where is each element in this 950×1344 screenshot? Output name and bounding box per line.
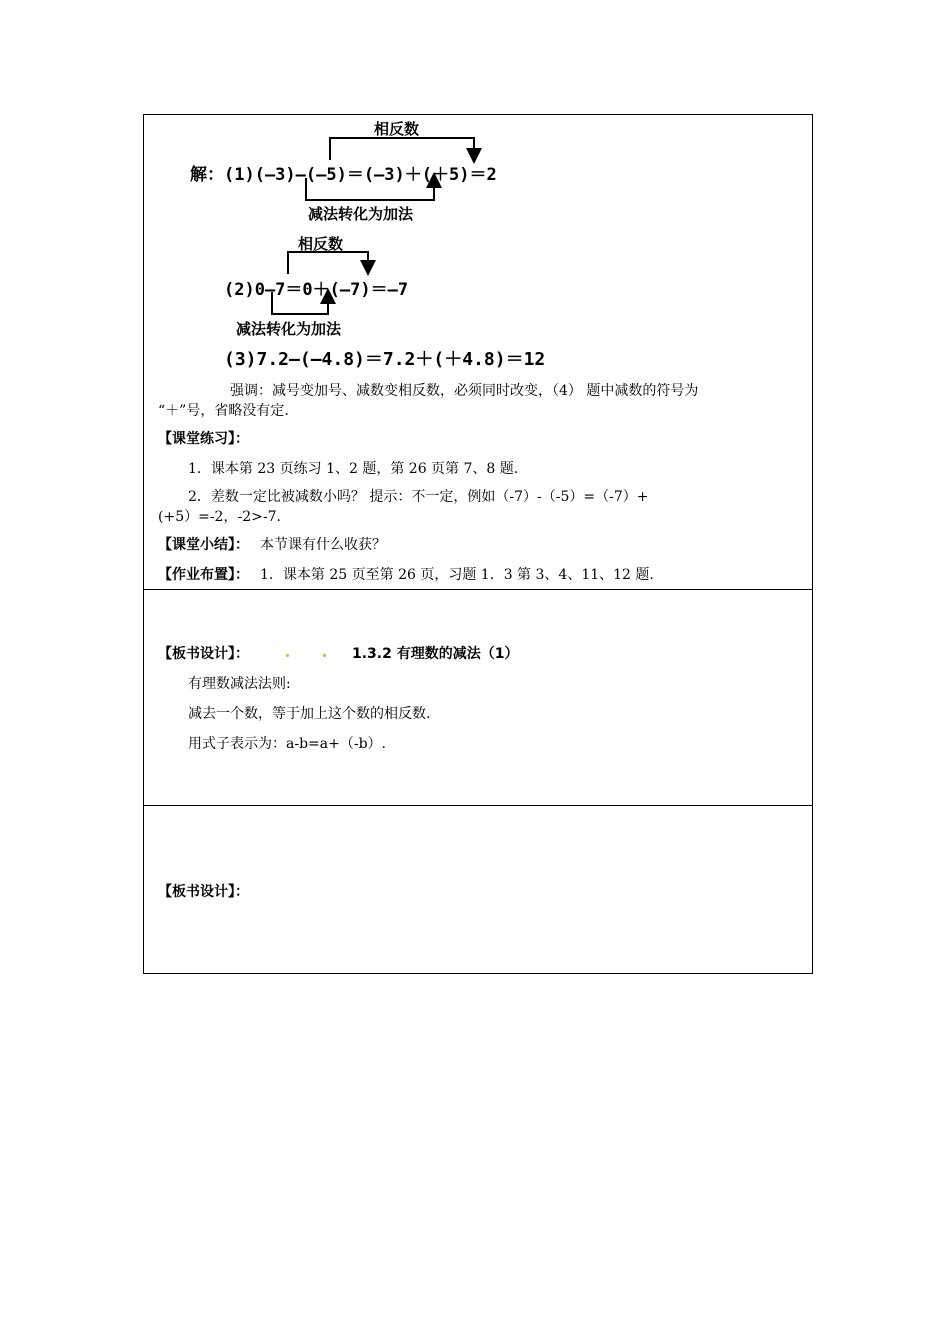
table-row-divider xyxy=(144,805,812,806)
rule-text: 减去一个数，等于加上这个数的相反数. xyxy=(188,706,431,722)
emphasis-line-2: “＋”号，省略没有定. xyxy=(158,403,289,419)
equation-2: (2)0—7＝0＋(—7)＝—7 xyxy=(224,280,409,300)
summary-heading: 【课堂小结】： xyxy=(158,537,249,553)
opposite-number-label: 相反数 xyxy=(374,120,420,138)
rule-title: 有理数减法法则: xyxy=(188,676,291,692)
practice-item-1: 1．课本第 23 页练习 1、2 题，第 26 页第 7、8 题. xyxy=(188,461,519,477)
decorative-dot xyxy=(323,654,326,657)
subtract-to-add-label: 减法转化为加法 xyxy=(236,320,342,338)
board-design-heading: 【板书设计】： xyxy=(158,646,249,662)
homework-heading: 【作业布置】： xyxy=(158,567,249,583)
homework-text: 1．课本第 25 页至第 26 页，习题 1．3 第 3、4、11、12 题. xyxy=(260,567,654,583)
practice-heading: 【课堂练习】： xyxy=(158,431,249,447)
practice-item-2-cont: (+5）=-2，-2>-7. xyxy=(158,509,281,525)
emphasis-line-1: 强调：减号变加号、减数变相反数，必须同时改变，（4） 题中减数的符号为 xyxy=(230,383,699,399)
board-design-heading-2: 【板书设计】： xyxy=(158,884,249,900)
decorative-dot xyxy=(286,654,289,657)
practice-item-2: 2．差数一定比被减数小吗？ 提示：不一定，例如（-7）-（-5）=（-7）+ xyxy=(188,489,649,505)
subtraction-diagram-arrows xyxy=(0,0,950,400)
subtract-to-add-label: 减法转化为加法 xyxy=(308,205,414,223)
rule-formula: 用式子表示为：a-b=a+（-b）. xyxy=(188,736,386,752)
equation-3: (3)7.2—(—4.8)＝7.2＋(＋4.8)＝12 xyxy=(224,349,546,370)
board-design-title: 1.3.2 有理数的减法（1） xyxy=(352,646,519,662)
equation-1: 解：(1)(—3)—(—5)＝(—3)＋(＋5)＝2 xyxy=(190,165,497,185)
summary-text: 本节课有什么收获？ xyxy=(260,537,386,553)
opposite-number-label: 相反数 xyxy=(298,235,344,253)
table-row-divider xyxy=(144,589,812,590)
